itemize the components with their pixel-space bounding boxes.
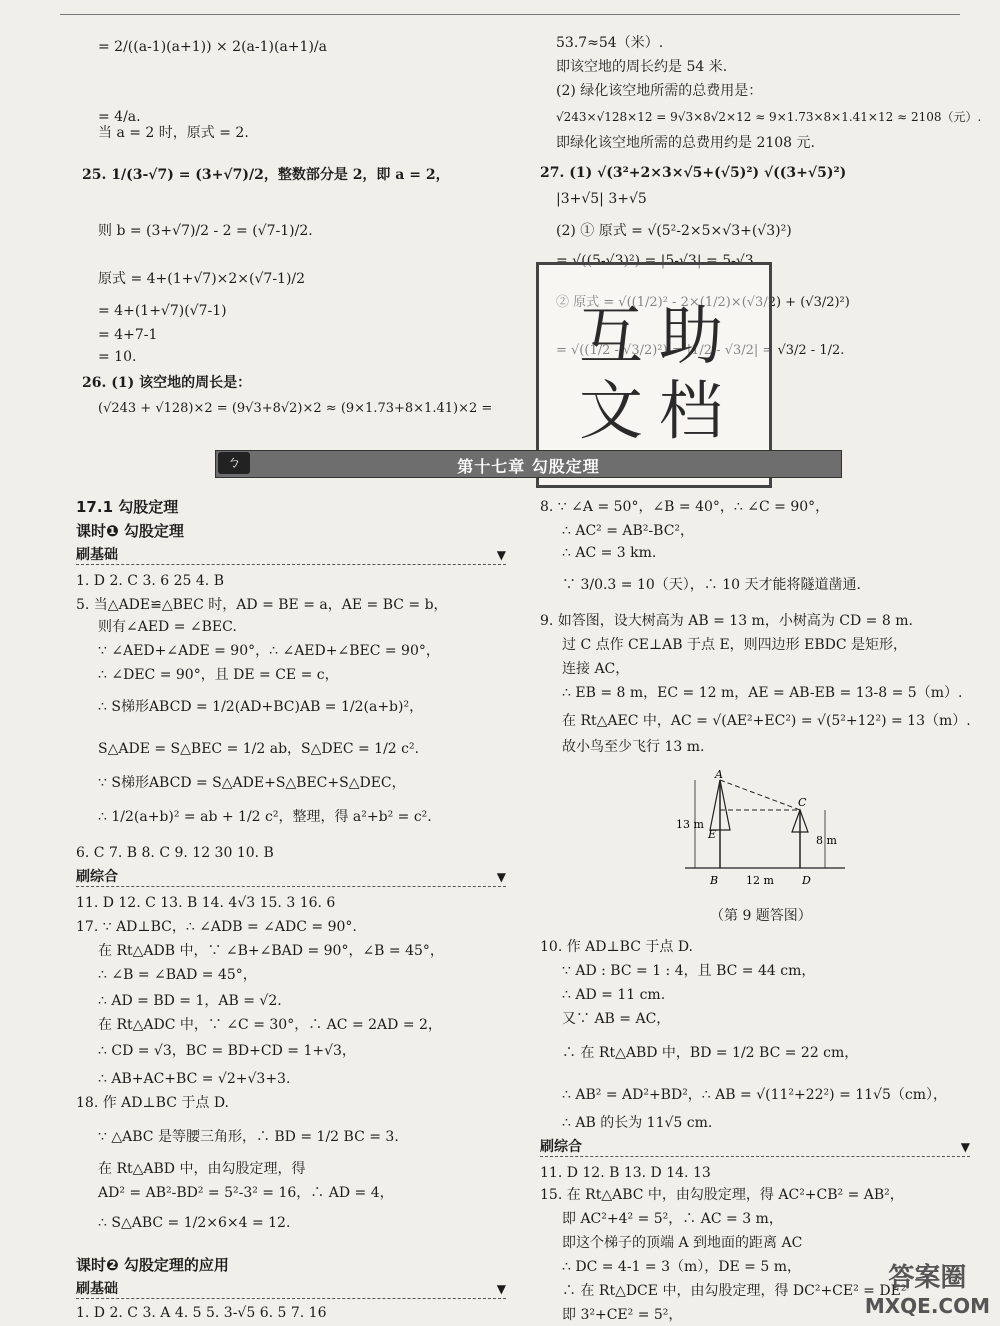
text-line: ∴ ∠DEC = 90°，且 DE = CE = c， [98, 667, 339, 683]
text-line: ∴ S△ABC = 1/2×6×4 = 12. [98, 1215, 291, 1231]
text-line: 在 Rt△ABD 中，由勾股定理，得 [98, 1161, 306, 1177]
text-line: 在 Rt△ADB 中，∵ ∠B+∠BAD = 90°，∠B = 45°， [98, 943, 444, 959]
tag-label: 刷综合 [540, 1139, 582, 1155]
label-8m: 8 m [816, 834, 837, 847]
text-line: = 4/a. [98, 109, 141, 125]
text-line: ∵ S梯形ABCD = S△ADE+S△BEC+S△DEC， [98, 775, 406, 791]
top-rule [60, 14, 960, 15]
tag-label: 刷综合 [76, 869, 118, 885]
chapter-icon: ㄅ [218, 452, 250, 474]
text-line: 故小鸟至少飞行 13 m. [562, 739, 705, 755]
text-line: AD² = AB²-BD² = 5²-3² = 16，∴ AD = 4， [98, 1185, 394, 1201]
text-line: 即这个梯子的顶端 A 到地面的距离 AC [562, 1235, 803, 1251]
text-line: ∴ AB² = AD²+BD²，∴ AB = √(11²+22²) = 11√5（cm）， [562, 1087, 948, 1103]
text-line: ∴ ∠B = ∠BAD = 45°， [98, 967, 257, 983]
text-line: 则有∠AED = ∠BEC. [98, 619, 237, 635]
tag-basic [76, 546, 506, 565]
text-line: ∴ 在 Rt△DCE 中，由勾股定理，得 DC²+CE² = DE² [562, 1283, 907, 1299]
text-line: 25. 1/(3-√7) = (3+√7)/2，整数部分是 2，即 a = 2， [82, 167, 450, 183]
text-line: ∴ AC² = AB²-BC²， [562, 523, 695, 539]
triangle-down-icon: ▼ [496, 548, 506, 562]
text-line: 26. (1) 该空地的周长是： [82, 375, 252, 391]
text-line: = √((1/2 - √3/2)²) = |1/2 - √3/2| = √3/2 - 1/2. [556, 343, 845, 358]
text-line: ∴ EB = 8 m，EC = 12 m，AE = AB-EB = 13-8 = 5（m）. [562, 685, 963, 701]
text-line: = 2/((a-1)(a+1)) × 2(a-1)(a+1)/a [98, 39, 327, 55]
text-line: 15. 在 Rt△ABC 中，由勾股定理，得 AC²+CB² = AB²， [540, 1187, 904, 1203]
tag-label: 刷基础 [76, 1281, 118, 1297]
text-line: ∴ DC = 4-1 = 3（m），DE = 5 m， [562, 1259, 801, 1275]
label-13m: 13 m [676, 818, 704, 831]
text-line: = 4+7-1 [98, 327, 158, 343]
text-line: 9. 如答图，设大树高为 AB = 13 m，小树高为 CD = 8 m. [540, 613, 913, 629]
watermark-line: 答案圈 [888, 1263, 967, 1293]
text-line: ∴ AD = BD = 1，AB = √2. [98, 993, 282, 1009]
text-line: 即该空地的周长约是 54 米. [556, 59, 728, 75]
stamp-char: 档 [659, 375, 723, 449]
text-line: 17. ∵ AD⊥BC，∴ ∠ADB = ∠ADC = 90°. [76, 919, 357, 935]
text-line: ∵ 3/0.3 = 10（天），∴ 10 天才能将隧道凿通. [562, 577, 861, 593]
line-ac [720, 780, 800, 810]
text-line: 当 a = 2 时，原式 = 2. [98, 125, 249, 141]
text-line: 则 b = (3+√7)/2 - 2 = (√7-1)/2. [98, 223, 313, 239]
tag-label: 刷基础 [76, 547, 118, 563]
text-line: 又∵ AB = AC， [562, 1011, 671, 1027]
text-line: 即 3²+CE² = 5²， [562, 1307, 683, 1323]
text-line: 11. D 12. C 13. B 14. 4√3 15. 3 16. 6 [76, 895, 336, 911]
figure-caption: （第 9 题答图） [710, 908, 812, 924]
text-line: 连接 AC， [562, 661, 630, 677]
text-line: 1. D 2. C 3. A 4. 5 5. 3-√5 6. 5 7. 16 [76, 1305, 327, 1321]
label-c: C [798, 796, 807, 809]
stamp-char: 文 [579, 375, 643, 449]
text-line: 6. C 7. B 8. C 9. 12 30 10. B [76, 845, 274, 861]
triangle-down-icon: ▼ [496, 870, 506, 884]
label-e: E [708, 828, 717, 841]
text-line: 10. 作 AD⊥BC 于点 D. [540, 939, 694, 955]
text-line: 1. D 2. C 3. 6 25 4. B [76, 573, 224, 589]
text-line: (2) 绿化该空地所需的总费用是： [556, 83, 763, 99]
text-line: S△ADE = S△BEC = 1/2 ab，S△DEC = 1/2 c². [98, 741, 420, 757]
text-line: ∴ AB+AC+BC = √2+√3+3. [98, 1071, 291, 1087]
text-line: 即绿化该空地所需的总费用约是 2108 元. [556, 135, 815, 151]
text-line: 5. 当△ADE≌△BEC 时，AD = BE = a，AE = BC = b， [76, 597, 448, 613]
text-line: 在 Rt△AEC 中，AC = √(AE²+EC²) = √(5²+12²) = 13（m）. [562, 713, 971, 729]
stamp-char: 互 [579, 300, 643, 374]
tag-comprehensive [76, 868, 506, 887]
tag-basic [76, 1280, 506, 1299]
text-line: = √((5-√3)²) = |5-√3| = 5-√3. [556, 253, 759, 269]
triangle-down-icon: ▼ [496, 1282, 506, 1296]
label-d: D [802, 874, 811, 887]
text-line: 即 AC²+4² = 5²，∴ AC = 3 m， [562, 1211, 783, 1227]
text-line: 在 Rt△ADC 中，∵ ∠C = 30°，∴ AC = 2AD = 2， [98, 1017, 442, 1033]
text-line: 原式 = 4+(1+√7)×2×(√7-1)/2 [98, 271, 306, 287]
text-line: ∵ ∠AED+∠ADE = 90°，∴ ∠AED+∠BEC = 90°， [98, 643, 440, 659]
label-12m: 12 m [746, 874, 774, 887]
text-line: ∴ 1/2(a+b)² = ab + 1/2 c²，整理，得 a²+b² = c². [98, 809, 432, 825]
section-title: 17.1 勾股定理 [76, 498, 179, 516]
text-line: √243×√128×12 = 9√3×8√2×12 ≈ 9×1.73×8×1.41×12 ≈ 2108（元）. [556, 110, 982, 124]
text-line: ∴ AD = 11 cm. [562, 987, 666, 1003]
text-line: ∴ AC = 3 km. [562, 545, 657, 561]
stamp-char: 助 [659, 300, 723, 374]
text-line: ∴ CD = √3，BC = BD+CD = 1+√3， [98, 1043, 356, 1059]
tree-figure [676, 768, 850, 890]
watermark-line: MXQE.COM [864, 1294, 990, 1318]
label-a: A [715, 768, 723, 781]
text-line: ∴ S梯形ABCD = 1/2(AD+BC)AB = 1/2(a+b)²， [98, 699, 424, 715]
text-line: 过 C 点作 CE⊥AB 于点 E，则四边形 EBDC 是矩形， [562, 637, 908, 653]
text-line: ∵ AD : BC = 1 : 4，且 BC = 44 cm， [562, 963, 816, 979]
text-line: 11. D 12. B 13. D 14. 13 [540, 1165, 711, 1181]
chapter-title: 第十七章 勾股定理 [457, 457, 600, 476]
site-watermark [865, 1264, 990, 1320]
text-line: |3+√5| 3+√5 [556, 191, 647, 207]
text-line: ∴ AB 的长为 11√5 cm. [562, 1115, 713, 1131]
tag-comprehensive [540, 1138, 970, 1157]
text-line: 8. ∵ ∠A = 50°，∠B = 40°，∴ ∠C = 90°， [540, 499, 830, 515]
text-line: 18. 作 AD⊥BC 于点 D. [76, 1095, 230, 1111]
text-line: 53.7≈54（米）. [556, 35, 664, 51]
chapter-banner [215, 450, 842, 478]
text-line: (2) ① 原式 = √(5²-2×5×√3+(√3)²) [556, 223, 792, 239]
label-b: B [710, 874, 719, 887]
lesson-title: 课时❷ 勾股定理的应用 [76, 1256, 229, 1274]
text-line: 27. (1) √(3²+2×3×√5+(√5)²) √((3+√5)²) [540, 165, 847, 181]
text-line: ② 原式 = √((1/2)² - 2×(1/2)×(√3/2) + (√3/2)²) [556, 295, 850, 310]
text-line: ∴ 在 Rt△ABD 中，BD = 1/2 BC = 22 cm， [562, 1045, 859, 1061]
lesson-title: 课时❶ 勾股定理 [76, 522, 184, 540]
triangle-down-icon: ▼ [960, 1140, 970, 1154]
text-line: ∵ △ABC 是等腰三角形，∴ BD = 1/2 BC = 3. [98, 1129, 399, 1145]
text-line: (√243 + √128)×2 = (9√3+8√2)×2 ≈ (9×1.73+8×1.41)×2 = [98, 401, 493, 416]
text-line: = 10. [98, 349, 137, 365]
text-line: = 4+(1+√7)(√7-1) [98, 303, 227, 319]
